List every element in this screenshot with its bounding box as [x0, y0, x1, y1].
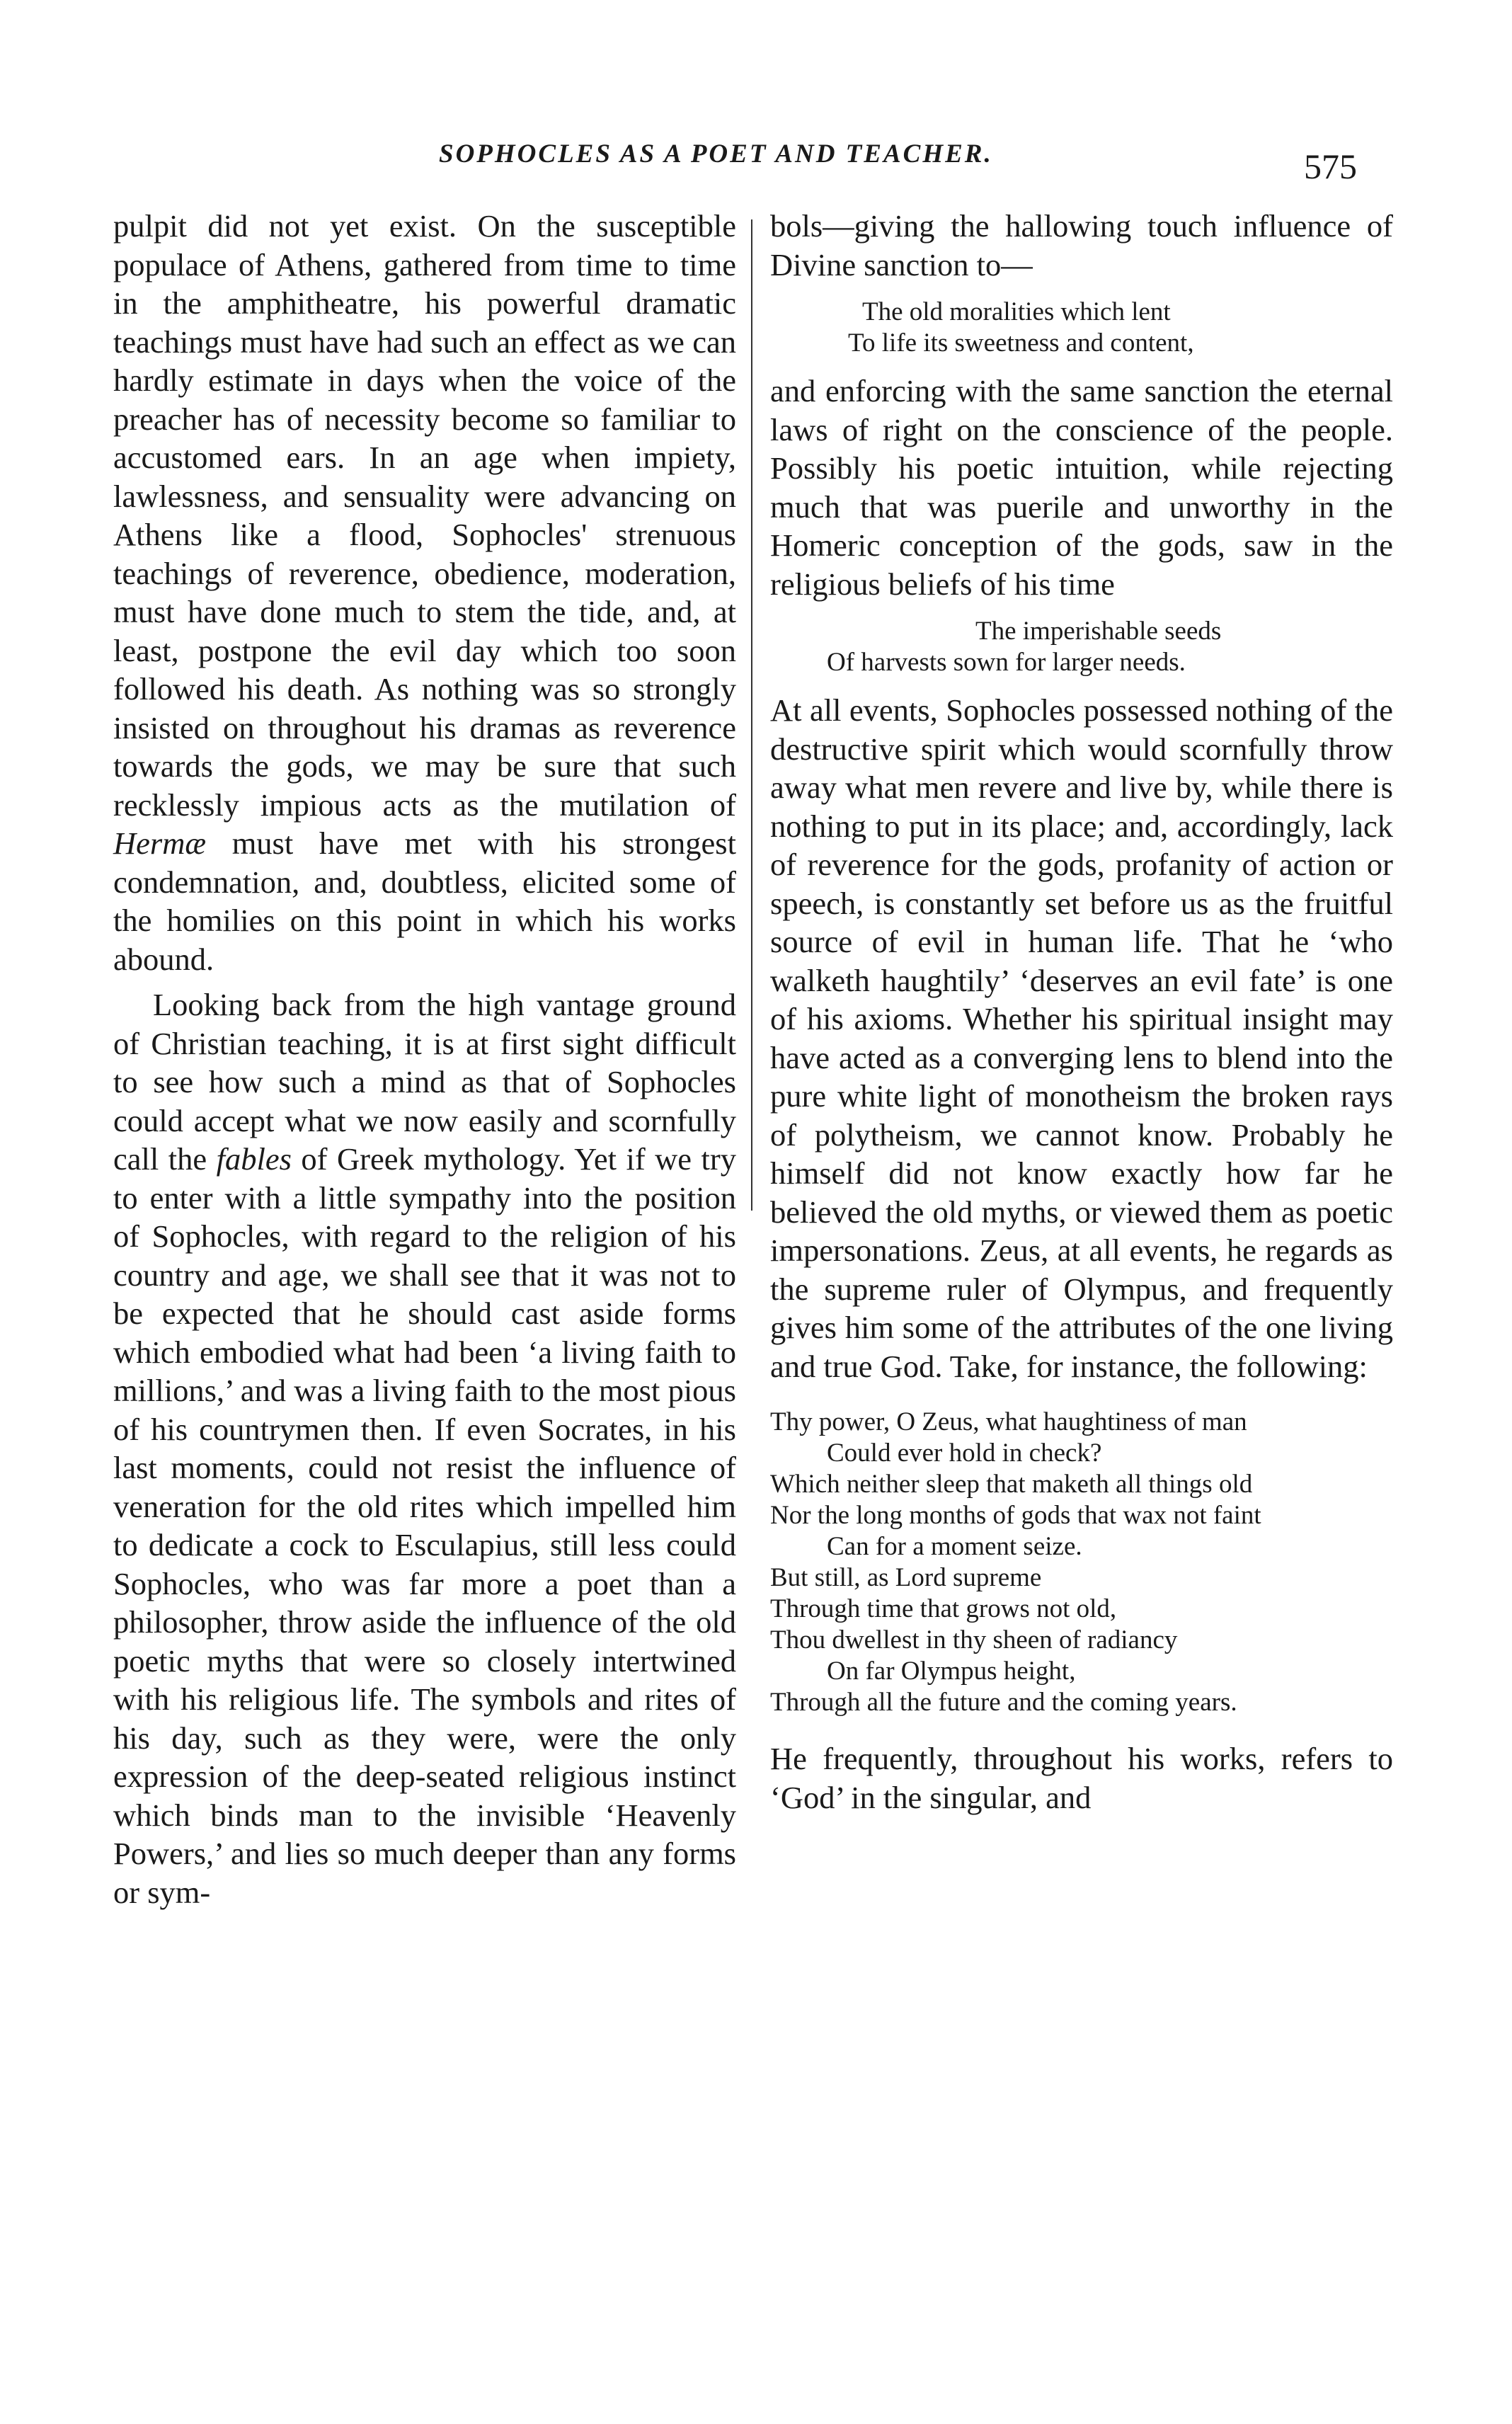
paragraph-text: must have met with his strongest condemnation, and, doubtless, elicited some of the homilies on this point in which his works abound.: [113, 825, 736, 977]
right-column: [770, 207, 1393, 1817]
poem-line: Thou dwellest in thy sheen of radiancy: [770, 1625, 1178, 1654]
page-number: 575: [1304, 147, 1357, 186]
column-divider: [751, 219, 752, 1211]
italic-term: fables: [216, 1141, 292, 1177]
poem-line: Which neither sleep that maketh all things old: [770, 1470, 1253, 1499]
paragraph: He frequently, throughout his works, refers to ‘God’ in the singular, and: [770, 1741, 1393, 1815]
poem-line: Thy power, O Zeus, what haughtiness of man: [770, 1407, 1247, 1436]
running-title: SOPHOCLES AS A POET AND TEACHER.: [439, 139, 993, 168]
paragraph: [113, 207, 736, 978]
poem-line: Through time that grows not old,: [770, 1594, 1117, 1623]
paragraph: At all events, Sophocles possessed nothing of the destructive spirit which would scornfully throw away what men revere and live by, while there is nothing to put in its place; and, accordingly, lack of reverence for the gods, profanity of action or speech, is constantly set before us as the fruitful source of evil in human life. That he ‘who walketh haughtily’ ‘deserves an evil fate’ is one of his axioms. Whether his spiritual insight may have acted as a converging lens to blend into the pure white light of monotheism the broken rays of polytheism, we cannot know. Probably he himself did not know exactly how far he believed the old myths, or viewed them as poetic impersonations. Zeus, at all events, he regards as the supreme ruler of Olympus, and frequently gives him some of the attributes of the one living and true God. Take, for instance, the following:: [770, 692, 1393, 1384]
poem-line: But still, as Lord supreme: [770, 1563, 1042, 1592]
paragraph: bols—giving the hallowing touch influence of Divine sanction to—: [770, 208, 1393, 282]
paragraph: [113, 985, 736, 1911]
poem-line: On far Olympus height,: [827, 1657, 1076, 1686]
verse-line: The imperishable seeds: [975, 617, 1222, 646]
poem-block: [770, 1407, 1393, 1718]
italic-term: Hermæ: [113, 825, 207, 861]
verse-quote: [770, 297, 1393, 359]
left-column: [113, 207, 736, 1911]
verse-quote: [770, 616, 1393, 678]
verse-line: Of harvests sown for larger needs.: [827, 648, 1186, 677]
verse-line: The old moralities which lent: [862, 297, 1171, 326]
paragraph-text: pulpit did not yet exist. On the susceptible populace of Athens, gathered from time to time in the amphitheatre, his powerful dramatic teachings must have had such an effect as we can hardly estimate in days when the voice of the preacher has of necessity become so familiar to accustomed ears. In an age when impiety, lawlessness, and sensuality were advancing on Athens like a flood, Sophocles' strenuous teachings of reverence, obedience, moderation, must have done much to stem the tide, and, at least, postpone the evil day which too soon followed his death. As nothing was so strongly insisted on throughout his dramas as reverence towards the gods, we may be sure that such recklessly impious acts as the mutilation of: [113, 208, 736, 823]
poem-line: Could ever hold in check?: [827, 1439, 1102, 1468]
paragraph-text: of Greek mythology. Yet if we try to enter with a little sympathy into the position of Sophocles, with regard to the religion of his country and age, we shall see that it was not to be expected that he should cast aside forms which embodied what had been ‘a living faith to millions,’ and was a living faith to the most pious of his countrymen then. If even Socrates, in his last moments, could not resist the influence of veneration for the old rites which impelled him to dedicate a cock to Esculapius, still less could Sophocles, who was far more a poet than a philosopher, throw aside the influence of the old poetic myths that were so closely intertwined with his religious life. The symbols and rites of his day, such as they were, were the only expression of the deep-seated religious instinct which binds man to the invisible ‘Heavenly Powers,’ and lies so much deeper than any forms or sym-: [113, 1141, 736, 1910]
paragraph-text: Looking back from the high vantage ground of Christian teaching, it is at first sight difficult to see how such a mind as that of Sophocles could accept what we now easily and scornfully call the: [113, 987, 736, 1177]
poem-line: Nor the long months of gods that wax not faint: [770, 1501, 1261, 1530]
verse-line: To life its sweetness and content,: [848, 328, 1194, 358]
poem-line: Can for a moment seize.: [827, 1532, 1082, 1561]
poem-line: Through all the future and the coming years.: [770, 1688, 1237, 1717]
paragraph: and enforcing with the same sanction the eternal laws of right on the conscience of the people. Possibly his poetic intuition, while rejecting much that was puerile and unworthy in the Homeric conception of the gods, saw in the religious beliefs of his time: [770, 373, 1393, 602]
